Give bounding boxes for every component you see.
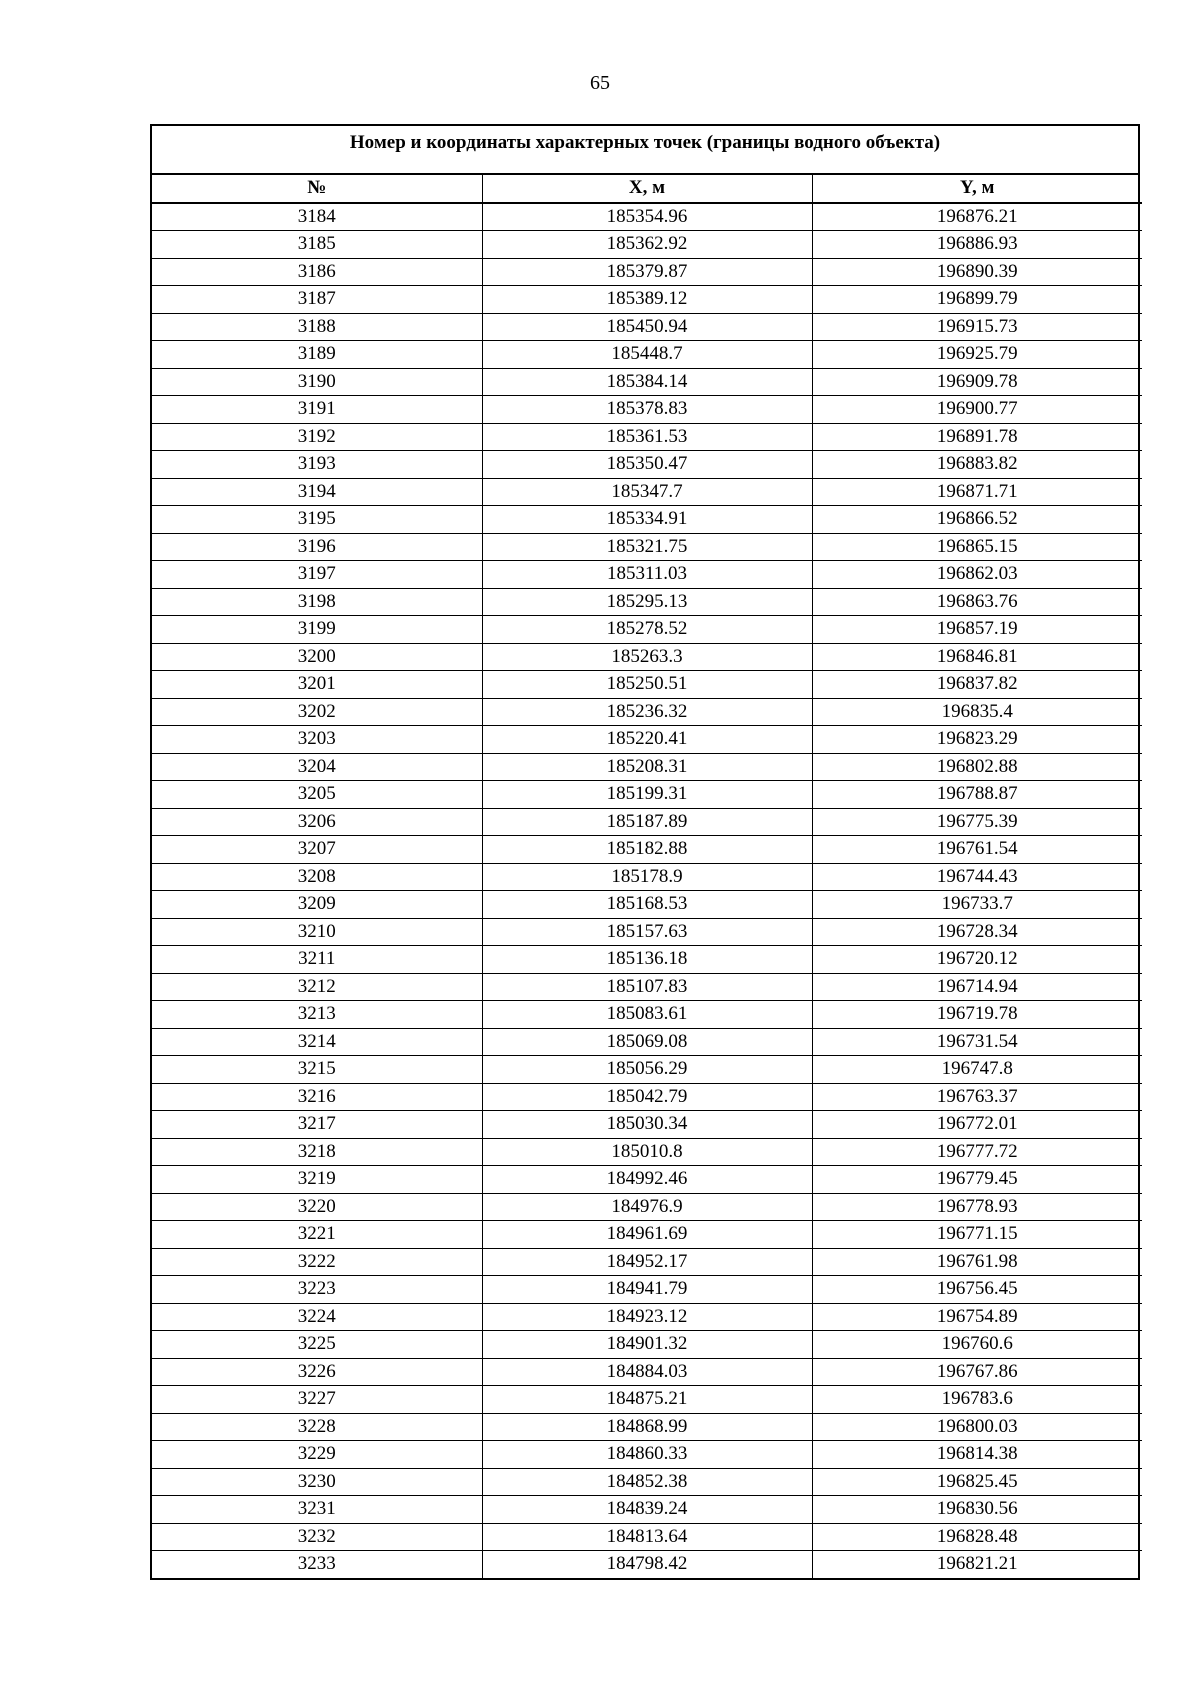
cell-x: 184813.64 [482,1523,812,1551]
cell-y: 196767.86 [812,1358,1142,1386]
cell-x: 185069.08 [482,1028,812,1056]
cell-number: 3213 [152,1001,482,1029]
cell-y: 196733.7 [812,891,1142,919]
cell-y: 196800.03 [812,1413,1142,1441]
cell-y: 196760.6 [812,1331,1142,1359]
cell-x: 185010.8 [482,1138,812,1166]
cell-x: 184992.46 [482,1166,812,1194]
table-row [152,231,1142,259]
cell-x: 185168.53 [482,891,812,919]
cell-x: 185056.29 [482,1056,812,1084]
cell-number: 3223 [152,1276,482,1304]
cell-number: 3203 [152,726,482,754]
table-row [152,863,1142,891]
cell-number: 3232 [152,1523,482,1551]
cell-number: 3197 [152,561,482,589]
coordinates-table [150,124,1140,1580]
table-row [152,1413,1142,1441]
cell-x: 184923.12 [482,1303,812,1331]
cell-number: 3231 [152,1496,482,1524]
cell-y: 196777.72 [812,1138,1142,1166]
cell-number: 3192 [152,423,482,451]
cell-number: 3190 [152,368,482,396]
cell-number: 3196 [152,533,482,561]
cell-number: 3186 [152,258,482,286]
cell-y: 196728.34 [812,918,1142,946]
table-row [152,258,1142,286]
cell-x: 185136.18 [482,946,812,974]
cell-x: 185295.13 [482,588,812,616]
table-title: Номер и координаты характерных точек (границы водного объекта) [152,126,1138,175]
cell-x: 185354.96 [482,203,812,231]
cell-y: 196925.79 [812,341,1142,369]
cell-x: 184961.69 [482,1221,812,1249]
table-row [152,203,1142,231]
cell-y: 196886.93 [812,231,1142,259]
cell-y: 196900.77 [812,396,1142,424]
cell-number: 3185 [152,231,482,259]
cell-x: 185379.87 [482,258,812,286]
cell-y: 196714.94 [812,973,1142,1001]
cell-y: 196915.73 [812,313,1142,341]
cell-y: 196828.48 [812,1523,1142,1551]
table-row [152,1001,1142,1029]
cell-x: 185199.31 [482,781,812,809]
cell-x: 185157.63 [482,918,812,946]
cell-y: 196720.12 [812,946,1142,974]
table-row [152,1248,1142,1276]
cell-y: 196802.88 [812,753,1142,781]
cell-x: 185220.41 [482,726,812,754]
cell-number: 3221 [152,1221,482,1249]
cell-number: 3205 [152,781,482,809]
table-row [152,1386,1142,1414]
table-row [152,368,1142,396]
cell-y: 196783.6 [812,1386,1142,1414]
cell-x: 185378.83 [482,396,812,424]
cell-number: 3220 [152,1193,482,1221]
cell-y: 196719.78 [812,1001,1142,1029]
cell-number: 3199 [152,616,482,644]
table-row [152,1303,1142,1331]
table-row [152,1056,1142,1084]
cell-x: 184868.99 [482,1413,812,1441]
cell-x: 185321.75 [482,533,812,561]
cell-x: 185448.7 [482,341,812,369]
cell-number: 3202 [152,698,482,726]
table-row [152,1551,1142,1578]
cell-x: 184976.9 [482,1193,812,1221]
table-row [152,671,1142,699]
cell-y: 196761.98 [812,1248,1142,1276]
cell-x: 184941.79 [482,1276,812,1304]
cell-x: 185182.88 [482,836,812,864]
cell-number: 3218 [152,1138,482,1166]
cell-x: 185450.94 [482,313,812,341]
table-row [152,1358,1142,1386]
cell-y: 196866.52 [812,506,1142,534]
cell-x: 185361.53 [482,423,812,451]
cell-y: 196891.78 [812,423,1142,451]
cell-number: 3195 [152,506,482,534]
cell-y: 196754.89 [812,1303,1142,1331]
cell-y: 196756.45 [812,1276,1142,1304]
cell-number: 3206 [152,808,482,836]
cell-x: 185350.47 [482,451,812,479]
table-row [152,1221,1142,1249]
cell-number: 3194 [152,478,482,506]
cell-number: 3204 [152,753,482,781]
cell-y: 196814.38 [812,1441,1142,1469]
table-row [152,1496,1142,1524]
cell-y: 196731.54 [812,1028,1142,1056]
cell-x: 184875.21 [482,1386,812,1414]
cell-x: 184901.32 [482,1331,812,1359]
header-row [152,175,1142,203]
cell-number: 3187 [152,286,482,314]
table-row [152,1138,1142,1166]
cell-y: 196761.54 [812,836,1142,864]
cell-x: 184860.33 [482,1441,812,1469]
header-number: № [152,175,482,203]
table-row [152,808,1142,836]
cell-x: 185042.79 [482,1083,812,1111]
cell-x: 185389.12 [482,286,812,314]
cell-number: 3184 [152,203,482,231]
cell-x: 185278.52 [482,616,812,644]
cell-y: 196830.56 [812,1496,1142,1524]
cell-y: 196846.81 [812,643,1142,671]
cell-x: 185187.89 [482,808,812,836]
table-row [152,753,1142,781]
cell-y: 196876.21 [812,203,1142,231]
cell-x: 185334.91 [482,506,812,534]
page-number: 65 [590,72,610,94]
table-row [152,506,1142,534]
cell-y: 196821.21 [812,1551,1142,1578]
table-row [152,423,1142,451]
cell-y: 196857.19 [812,616,1142,644]
cell-number: 3230 [152,1468,482,1496]
cell-number: 3191 [152,396,482,424]
table-row [152,1331,1142,1359]
table-row [152,1468,1142,1496]
table-row [152,533,1142,561]
cell-y: 196747.8 [812,1056,1142,1084]
cell-y: 196890.39 [812,258,1142,286]
cell-x: 185107.83 [482,973,812,1001]
cell-number: 3224 [152,1303,482,1331]
cell-y: 196863.76 [812,588,1142,616]
cell-number: 3228 [152,1413,482,1441]
table-row [152,1523,1142,1551]
table-row [152,1166,1142,1194]
cell-number: 3214 [152,1028,482,1056]
cell-number: 3207 [152,836,482,864]
cell-number: 3188 [152,313,482,341]
cell-number: 3210 [152,918,482,946]
cell-number: 3215 [152,1056,482,1084]
cell-number: 3212 [152,973,482,1001]
cell-x: 185250.51 [482,671,812,699]
cell-x: 184952.17 [482,1248,812,1276]
table-row [152,1111,1142,1139]
table-row [152,1276,1142,1304]
cell-y: 196899.79 [812,286,1142,314]
cell-x: 184852.38 [482,1468,812,1496]
cell-y: 196778.93 [812,1193,1142,1221]
table-row [152,1028,1142,1056]
cell-x: 184798.42 [482,1551,812,1578]
cell-y: 196788.87 [812,781,1142,809]
table-row [152,616,1142,644]
table-row [152,561,1142,589]
cell-number: 3219 [152,1166,482,1194]
cell-number: 3222 [152,1248,482,1276]
cell-number: 3198 [152,588,482,616]
cell-y: 196909.78 [812,368,1142,396]
cell-number: 3189 [152,341,482,369]
cell-number: 3193 [152,451,482,479]
cell-y: 196825.45 [812,1468,1142,1496]
cell-y: 196862.03 [812,561,1142,589]
cell-number: 3233 [152,1551,482,1578]
cell-x: 185263.3 [482,643,812,671]
cell-number: 3227 [152,1386,482,1414]
table-row [152,588,1142,616]
cell-x: 185236.32 [482,698,812,726]
table-row [152,918,1142,946]
table-row [152,396,1142,424]
table-row [152,973,1142,1001]
cell-y: 196837.82 [812,671,1142,699]
cell-y: 196771.15 [812,1221,1142,1249]
table-row [152,1083,1142,1111]
table-row [152,726,1142,754]
table-row [152,451,1142,479]
table-row [152,1193,1142,1221]
table-row [152,891,1142,919]
cell-y: 196865.15 [812,533,1142,561]
cell-y: 196763.37 [812,1083,1142,1111]
cell-y: 196744.43 [812,863,1142,891]
cell-number: 3201 [152,671,482,699]
cell-x: 185311.03 [482,561,812,589]
cell-x: 184884.03 [482,1358,812,1386]
table-row [152,698,1142,726]
cell-x: 185083.61 [482,1001,812,1029]
cell-x: 185030.34 [482,1111,812,1139]
header-x: X, м [482,175,812,203]
coordinates-grid [152,175,1142,1578]
cell-number: 3225 [152,1331,482,1359]
cell-x: 185347.7 [482,478,812,506]
cell-y: 196779.45 [812,1166,1142,1194]
table-row [152,836,1142,864]
table-row [152,946,1142,974]
cell-y: 196883.82 [812,451,1142,479]
cell-number: 3226 [152,1358,482,1386]
cell-x: 185178.9 [482,863,812,891]
cell-number: 3216 [152,1083,482,1111]
header-y: Y, м [812,175,1142,203]
cell-number: 3217 [152,1111,482,1139]
cell-number: 3200 [152,643,482,671]
cell-x: 185384.14 [482,368,812,396]
cell-y: 196772.01 [812,1111,1142,1139]
cell-y: 196775.39 [812,808,1142,836]
table-row [152,286,1142,314]
cell-y: 196871.71 [812,478,1142,506]
cell-y: 196835.4 [812,698,1142,726]
cell-number: 3211 [152,946,482,974]
cell-y: 196823.29 [812,726,1142,754]
cell-number: 3229 [152,1441,482,1469]
table-row [152,313,1142,341]
table-row [152,341,1142,369]
table-row [152,478,1142,506]
table-row [152,643,1142,671]
cell-x: 185362.92 [482,231,812,259]
cell-number: 3209 [152,891,482,919]
cell-x: 185208.31 [482,753,812,781]
table-row [152,781,1142,809]
table-body [152,203,1142,1578]
cell-x: 184839.24 [482,1496,812,1524]
table-row [152,1441,1142,1469]
cell-number: 3208 [152,863,482,891]
